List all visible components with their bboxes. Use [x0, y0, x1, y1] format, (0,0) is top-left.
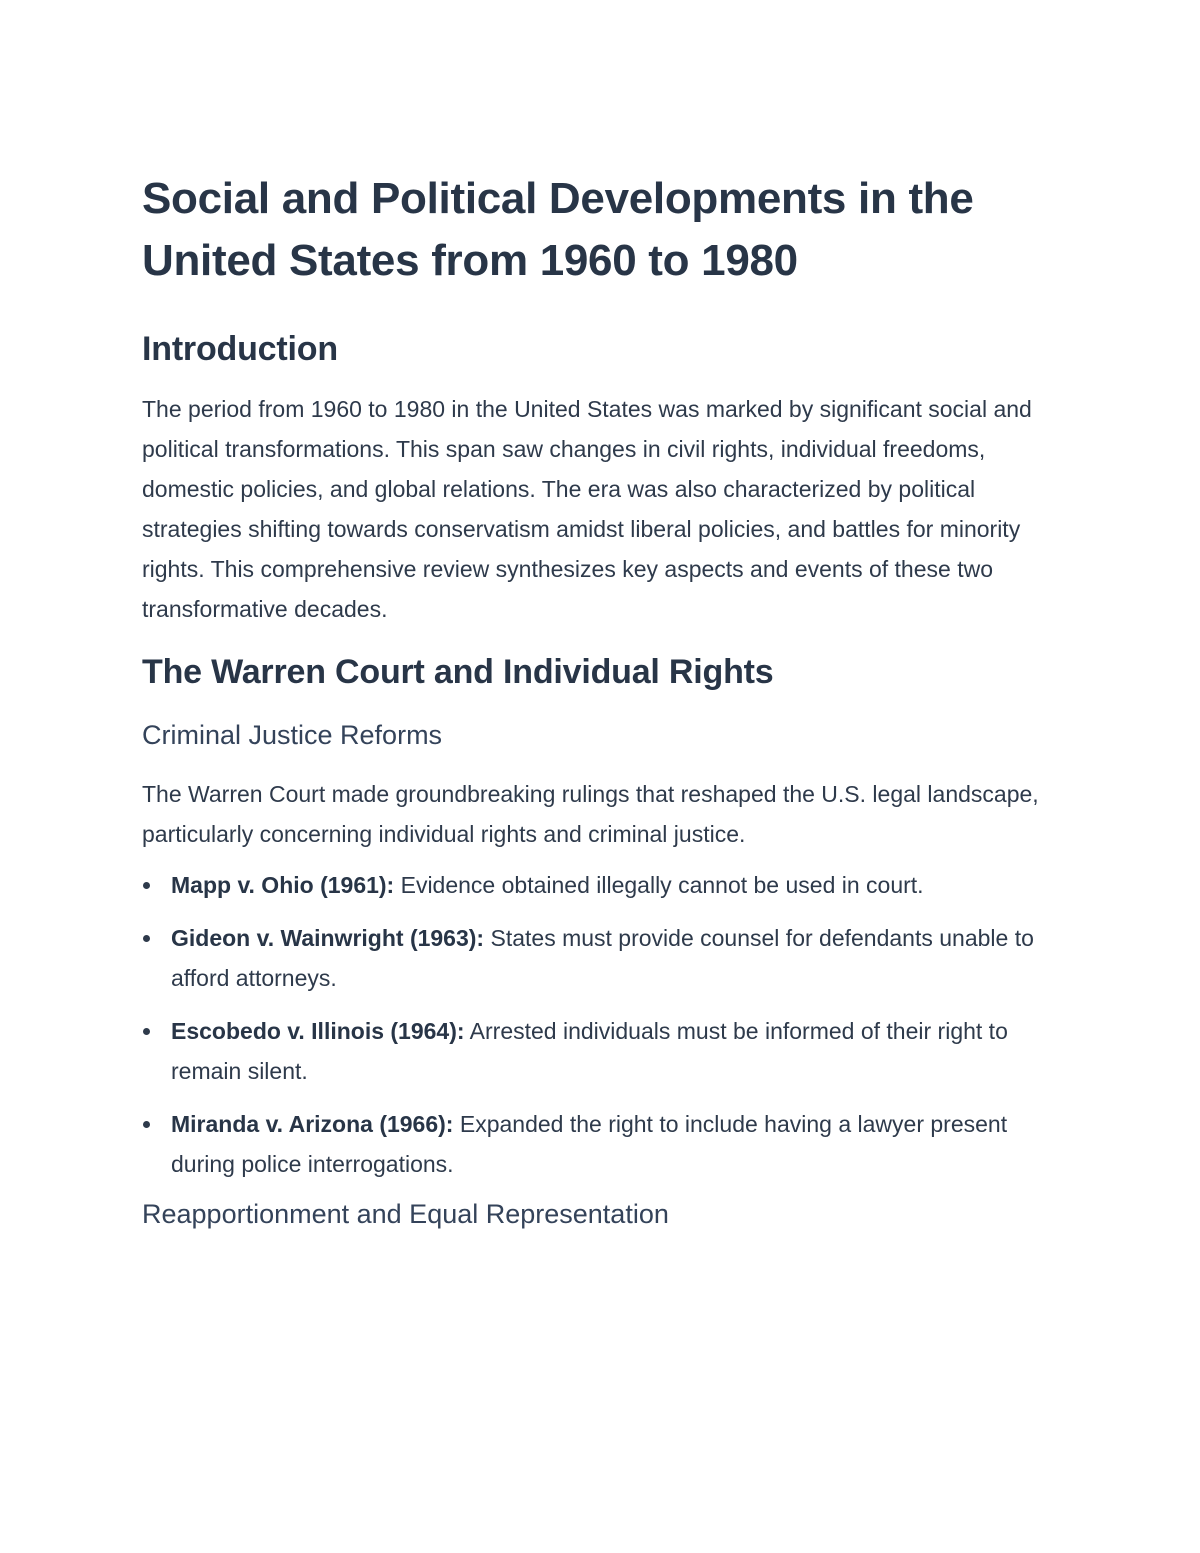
criminal-justice-paragraph: The Warren Court made groundbreaking rulings that reshaped the U.S. legal landscape, particularly concerning individual rights and criminal justice.: [142, 781, 1039, 847]
document-title: Social and Political Developments in the United States from 1960 to 1980: [142, 174, 974, 285]
case-description: Expanded the right to include having a lawyer present during police interrogations.: [171, 1111, 1008, 1177]
document-page: [142, 168, 1072, 1231]
case-description: States must provide counsel for defendants unable to afford attorneys.: [171, 925, 1034, 991]
bullet-icon: [143, 1121, 150, 1128]
case-item-escobedo-v-illinois: [142, 1011, 1072, 1091]
bullet-icon: [143, 1028, 150, 1035]
bullet-icon: [143, 882, 150, 889]
warren-court-heading: The Warren Court and Individual Rights: [142, 653, 774, 691]
case-item-miranda-v-arizona: [142, 1104, 1072, 1184]
introduction-heading: Introduction: [142, 330, 338, 368]
bullet-icon: [143, 935, 150, 942]
criminal-justice-heading: Criminal Justice Reforms: [142, 720, 443, 750]
case-description: Arrested individuals must be informed of their right to remain silent.: [171, 1018, 1008, 1084]
introduction-paragraph: The period from 1960 to 1980 in the United States was marked by significant social and political transformations. This span saw changes in civil rights, individual freedoms, domestic policies, and global relations. The era was also characterized by political strategies shifting towards conservatism amidst liberal policies, and battles for minority rights. This comprehensive review synthesizes key aspects and events of these two transformative decades.: [142, 396, 1032, 622]
case-item-gideon-v-wainwright: [142, 918, 1072, 998]
case-name: Miranda v. Arizona (1966):: [171, 1111, 454, 1137]
case-item-mapp-v-ohio: [142, 865, 1072, 905]
reapportionment-heading: Reapportionment and Equal Representation: [142, 1199, 669, 1229]
case-name: Escobedo v. Illinois (1964):: [171, 1018, 465, 1044]
case-name: Gideon v. Wainwright (1963):: [171, 925, 485, 951]
case-list: [142, 865, 1072, 1184]
case-description: Evidence obtained illegally cannot be used in court.: [394, 872, 924, 898]
case-name: Mapp v. Ohio (1961):: [171, 872, 395, 898]
